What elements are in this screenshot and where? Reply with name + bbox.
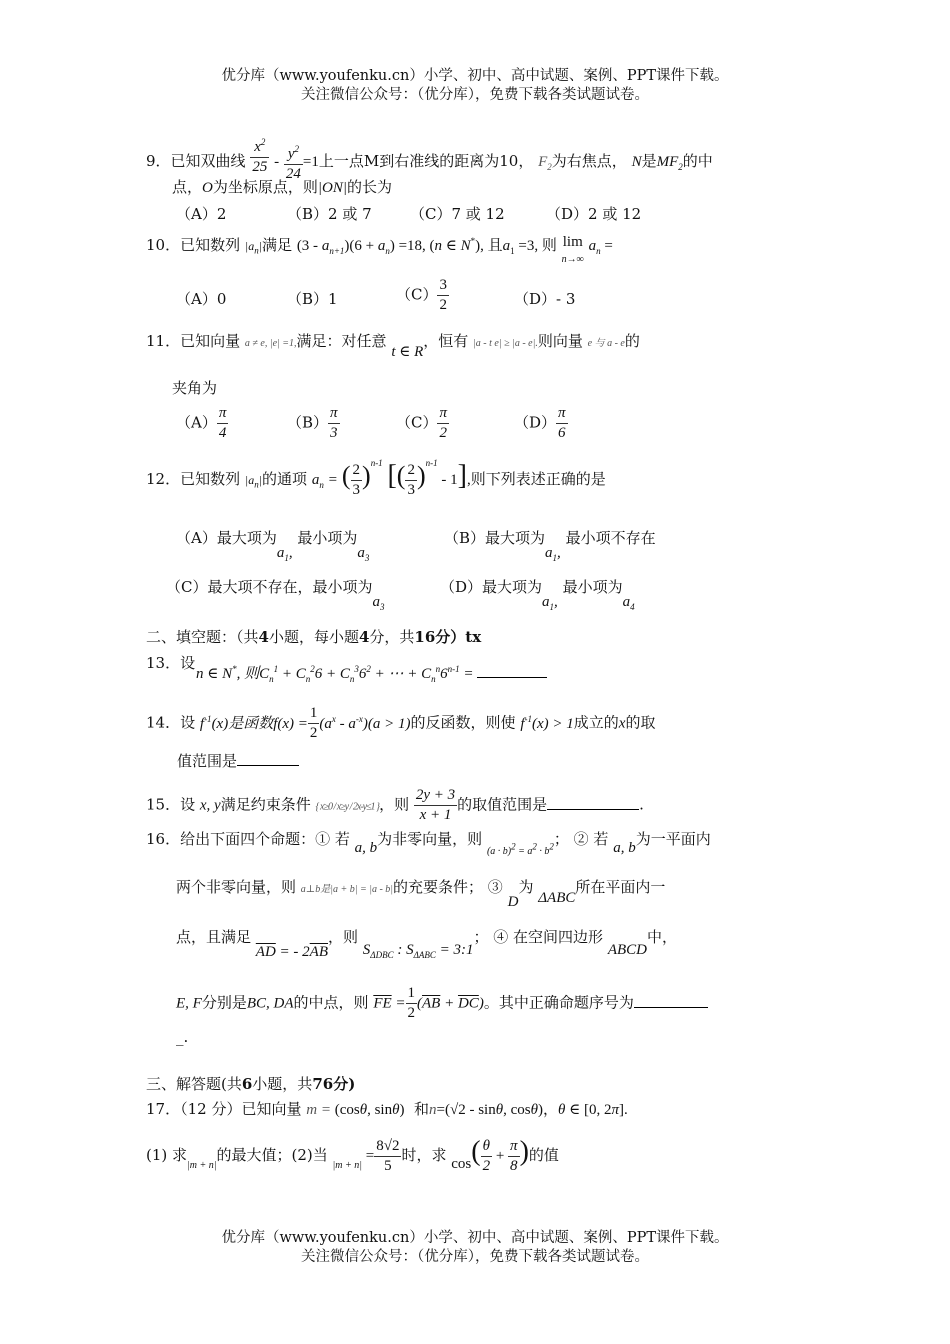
question-13: 13．设 [146,654,196,672]
q9-number: 9． [146,152,171,170]
q9-option-b: （B）2 或 7 [287,205,372,223]
q16-line-2: 两个非零向量，则 a⊥b是|a + b| = |a - b|的充要条件； ③ D为 ΔABC所在平面内一 [176,878,666,910]
q10-option-b: （B）1 [287,290,338,308]
q10-option-c: （C） $\frac{3}{2}$ [396,277,447,313]
footer-line-2: 关注微信公众号：（优分库），免费下载各类试题试卷。 [301,1249,649,1265]
header-line-1: 优分库（www.youfenku.cn）小学、初中、高中试题、案例、PPT课件下载。 [221,68,729,84]
question-10: 10．已知数列 $|a_n|$满足 $(3 - a_{n+1})(6 + a_n) =18$, (n ∈ N*), 且$a_1 =3$, 则 lim n→∞ $a_n$ = [146,234,613,265]
q12-option-c: （C）最大项不存在，最小项为$a_3$ [166,578,385,612]
question-17: 17．（12 分）已知向量 m = (cosθ, sinθ) 和n=(√2 - sinθ, cosθ)，θ ∈ [0, 2π]. [146,1100,628,1118]
q17-line-2: (1) 求$_{|m + n|}$的最大值；(2)当 $_{|m + n|}$ = $\frac{8√2}{5}$ 时，求 cos( $\frac{\theta}{2}$ + $\frac{\pi}{8}$ )的值 [146,1136,559,1174]
section-2-title: 二、填空题：（共4小题，每小题4分，共16分）tx [146,628,482,646]
q9-option-d: （D）2 或 12 [546,205,642,223]
q13-number: 13． [146,654,181,672]
q10-option-d: （D）- 3 [514,290,576,308]
q9-option-a: （A）2 [176,205,227,223]
q14-line-2: 值范围是 [177,750,299,771]
q15-number: 15． [146,795,181,814]
section-3-title: 三、解答题(共6小题，共76分) [146,1075,356,1093]
q11-line-2: 夹角为 [172,379,218,397]
question-11: 11．已知向量 a ≠ e, |e| =1,满足：对任意 t ∈ R，恒有 |a - t e| ≥ |a - e|.则向量 e 与 a - e的 [146,332,640,360]
q10-number: 10． [146,236,181,254]
q11-number: 11． [146,332,181,350]
q11-option-d: （D） $\frac{\pi}{6}$ [514,405,566,441]
q16-line-5: _. [176,1028,189,1046]
q12-option-d: （D）最大项为$a_1$, 最小项为$a_4$ [440,578,635,612]
q16-line-4: E, F分别是BC, DA的中点，则 $\overline{FE}$ = $\frac{1}{2}$ $(\overline{AB} + \overline{DC})$。其中正确命题序号为 [176,984,708,1023]
q11-option-a: （A） $\frac{\pi}{4}$ [176,405,227,441]
q16-number: 16． [146,830,181,848]
q9-text: 已知双曲线 [170,152,246,170]
q12-option-a: （A）最大项为$a_1$, 最小项为$a_3$ [176,529,370,563]
q10-option-a: （A）0 [176,290,227,308]
q9-line-2: 点，O为坐标原点，则|ON|的长为 [172,178,392,196]
header-line-2: 关注微信公众号：（优分库），免费下载各类试题试卷。 [301,87,649,103]
question-12: 12．已知数列 $|a_n|$的通项 $a_n$ = ( $\frac{2}{3}$ )$^{n-1}$ [( $\frac{2}{3}$ )$^{n-1}$ - 1],则下列表述正确的是 [146,458,606,498]
question-16: 16．给出下面四个命题：① 若 a, b为非零向量，则 $_{(a \cdot b)^2 = a^2 \cdot b^2}$； ② 若 a, b为一平面内 [146,830,711,857]
q16-line-3: 点，且满足 $\overline{AD}$ = - $2\overline{AB}$，则 $S_{\Delta DBC}$ : $S_{\Delta ABC}$ = 3:1； ④ 在空间四边形 ABCD中， [176,928,678,960]
q11-option-b: （B） $\frac{\pi}{3}$ [287,405,338,441]
q12-option-b: （B）最大项为$a_1$, 最小项不存在 [444,529,656,563]
q17-number: 17． [146,1100,181,1118]
footer-line-1: 优分库（www.youfenku.cn）小学、初中、高中试题、案例、PPT课件下载。 [221,1230,729,1246]
q13-formula: n ∈ N*, 则$C_n^1 + C_n^26 + C_n^36^2$ + ⋯ + $C_n^n6^{n-1}$ = [196,662,547,684]
q14-number: 14． [146,713,181,732]
q12-number: 12． [146,470,181,488]
q11-option-c: （C） $\frac{\pi}{2}$ [396,405,447,441]
question-15: 15．设 x, y满足约束条件 { x≥0 / x≥y / 2x-y≤1 }，则 $\frac{2y + 3}{x + 1}$ 的取值范围是 . [146,787,644,823]
question-9: 9．已知双曲线 $\frac{x^2}{25}$ - $\frac{y^2}{24}$ =1上一点M到右准线的距离为10， $F_2$为右焦点， N是$MF_2$的中 [146,140,713,184]
question-14: 14．设 $f^{-1}(x)$是函数f(x) = $\frac{1}{2}$ $(a^x - a^{-x})(a > 1)$的反函数，则使 $f^{-1}(x) > 1$成立的x的取 [146,705,656,741]
q9-option-c: （C）7 或 12 [410,205,505,223]
